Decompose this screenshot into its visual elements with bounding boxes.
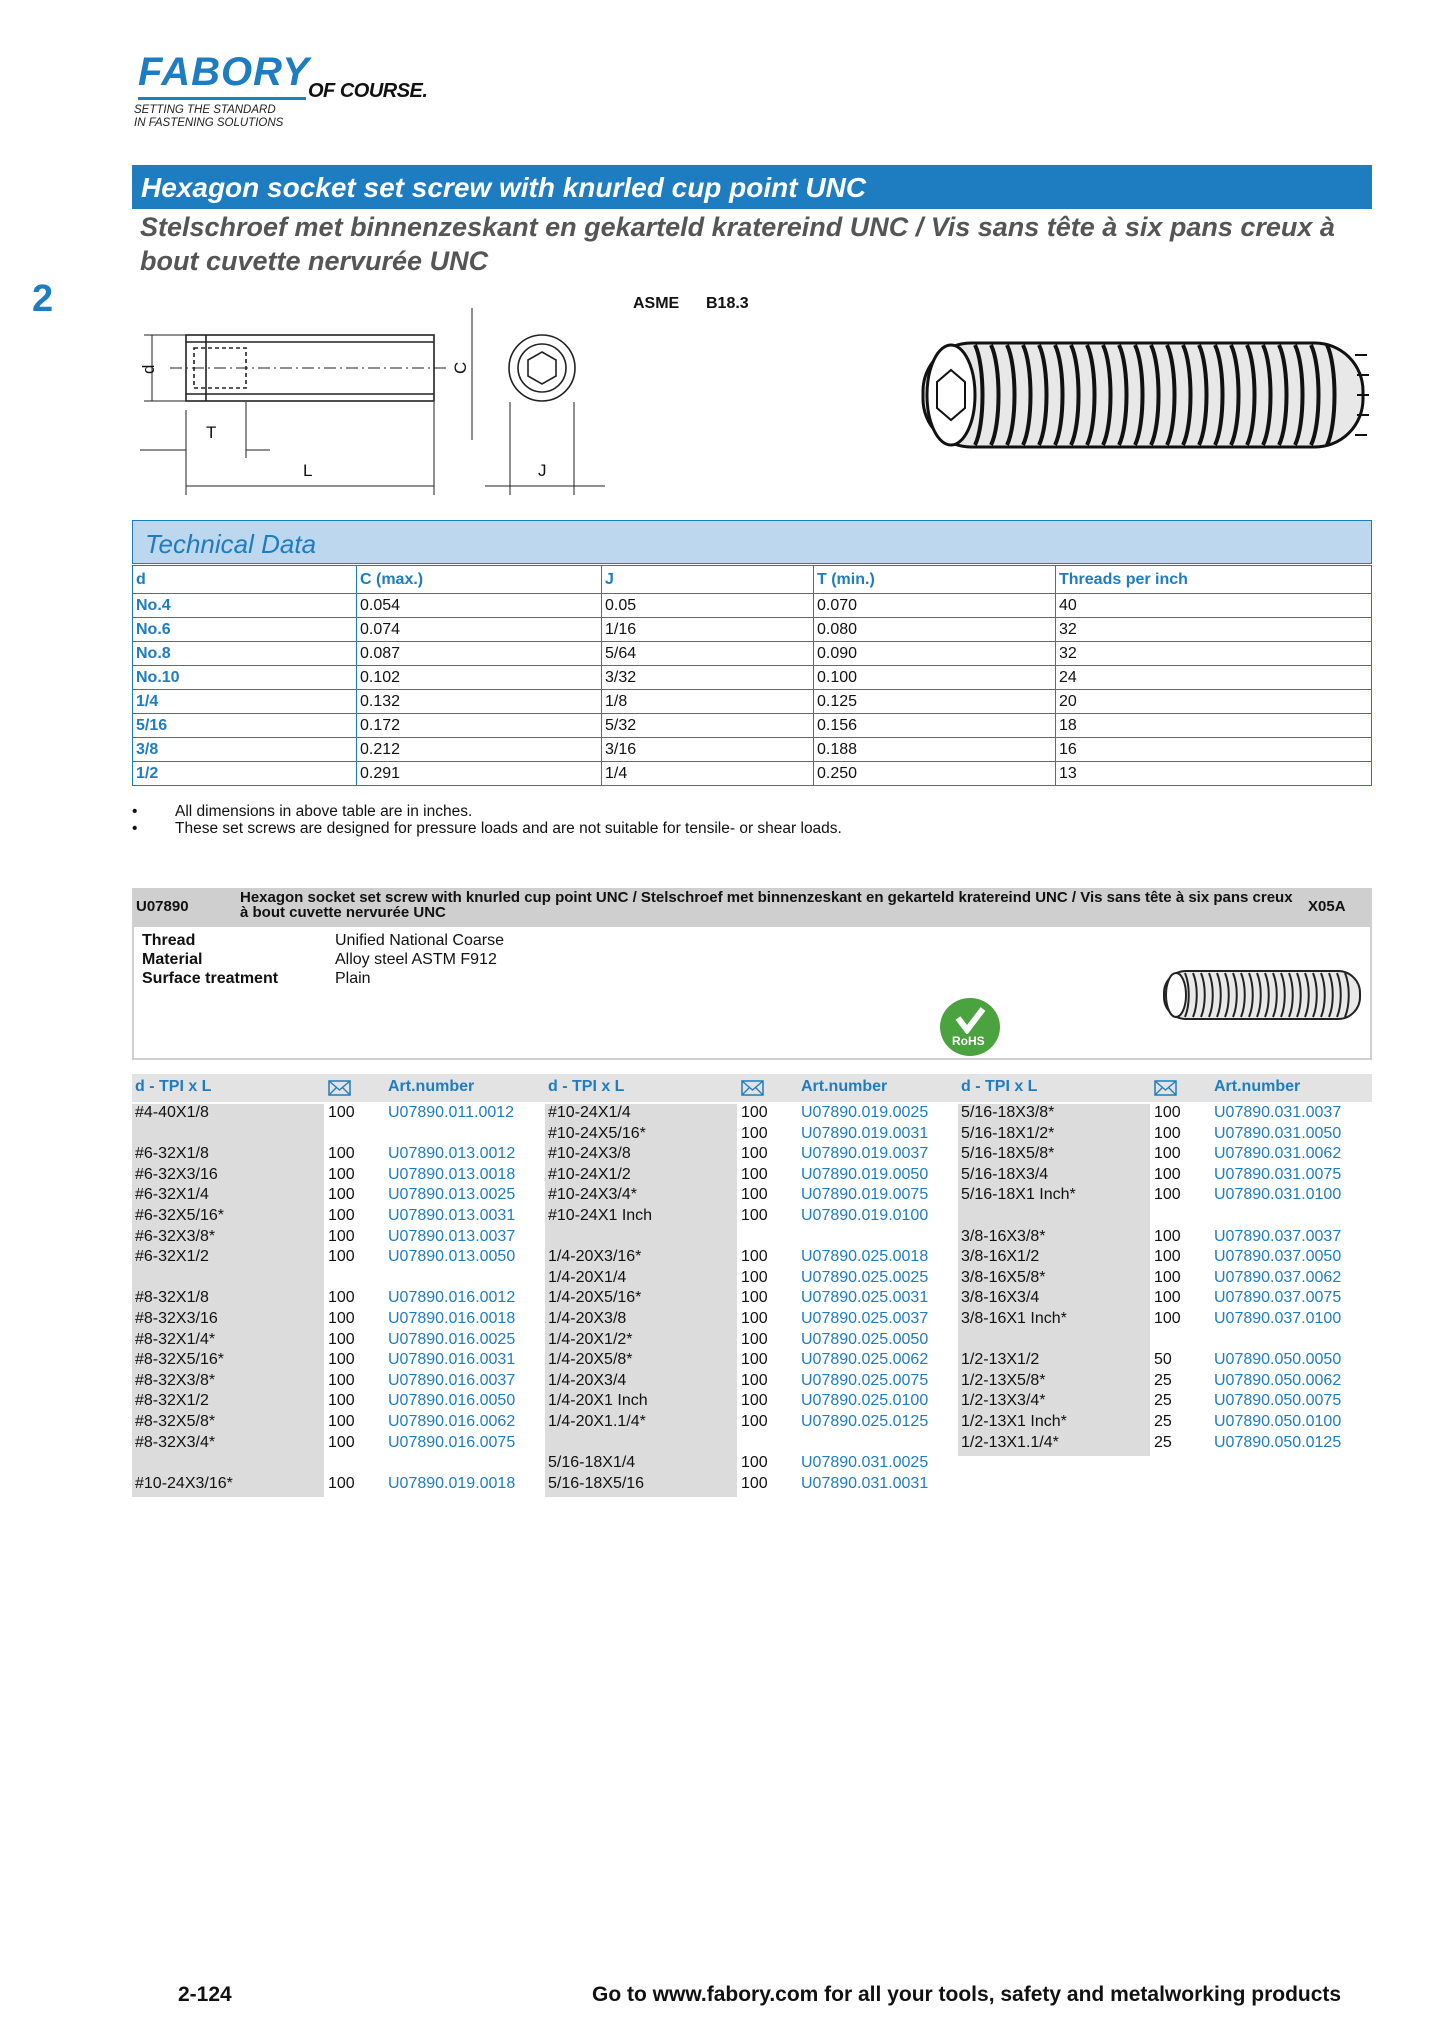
pack-quantity: 100 (1154, 1248, 1181, 1266)
pack-quantity: 100 (328, 1207, 355, 1224)
article-code: U07890 (136, 898, 189, 915)
size-spec: #8-32X5/16* (135, 1351, 224, 1369)
article-number-link[interactable]: U07890.016.0031 (388, 1351, 516, 1369)
pack-quantity: 100 (741, 1248, 768, 1266)
pack-quantity: 100 (1154, 1268, 1181, 1286)
article-number-link[interactable]: U07890.019.0025 (801, 1104, 929, 1121)
pack-quantity: 100 (741, 1104, 768, 1121)
col-header-tpi: Threads per inch (1056, 566, 1372, 594)
pack-quantity: 100 (741, 1351, 768, 1369)
article-group: X05A (1308, 898, 1346, 915)
table-cell: 0.250 (814, 762, 1056, 786)
pack-quantity: 100 (741, 1165, 768, 1183)
product-photo (915, 325, 1375, 465)
size-spec: 3/8-16X1/2 (961, 1248, 1040, 1266)
pack-quantity: 100 (328, 1248, 355, 1266)
col-header-d: d (133, 566, 357, 594)
size-spec: 5/16-18X3/4 (961, 1165, 1049, 1183)
size-spec: #8-32X3/8* (135, 1371, 216, 1389)
article-description: Hexagon socket set screw with knurled cup point UNC / Stelschroef met binnenzeskant en gekarteld kratereind UNC / Vis sans tête à six pans creux à bout cuvette nervurée UNC (240, 889, 1293, 921)
size-spec: 3/8-16X5/8* (961, 1268, 1046, 1286)
pack-quantity: 100 (741, 1371, 768, 1389)
article-number-link[interactable]: U07890.050.0100 (1214, 1413, 1342, 1430)
pack-quantity: 25 (1154, 1371, 1172, 1389)
article-number-link[interactable]: U07890.031.0025 (801, 1454, 929, 1472)
pack-quantity: 100 (741, 1330, 768, 1348)
article-number-link[interactable]: U07890.025.0062 (801, 1351, 929, 1369)
standard-code: B18.3 (706, 295, 749, 312)
size-spec: 1/4-20X3/16* (548, 1248, 642, 1266)
article-number-link[interactable]: U07890.013.0012 (388, 1145, 516, 1163)
grid-header-size: d - TPI x L (548, 1078, 625, 1095)
size-spec: 1/4-20X1.1/4* (548, 1413, 646, 1430)
size-spec: #6-32X1/2 (135, 1248, 209, 1266)
size-spec: #6-32X1/8 (135, 1145, 209, 1163)
section-number: 2 (32, 278, 54, 320)
table-cell: 16 (1056, 738, 1372, 762)
size-spec: 5/16-18X5/8* (961, 1145, 1055, 1163)
size-spec: 1/4-20X3/4 (548, 1371, 627, 1389)
checkmark-icon (954, 1006, 986, 1034)
size-spec: 1/4-20X1/4 (548, 1268, 627, 1286)
table-cell: 40 (1056, 594, 1372, 618)
pack-quantity: 100 (741, 1186, 768, 1204)
table-cell: 0.054 (357, 594, 602, 618)
logo-tagline: OF COURSE. (308, 80, 428, 102)
pack-quantity: 50 (1154, 1351, 1172, 1369)
pack-quantity: 100 (328, 1351, 355, 1369)
table-cell: No.10 (133, 666, 357, 690)
size-spec: #10-24X1 Inch (548, 1207, 653, 1224)
table-row (133, 690, 1372, 714)
logo-subline (134, 104, 283, 130)
spec-value-material: Alloy steel ASTM F912 (335, 951, 497, 968)
table-cell: 0.188 (814, 738, 1056, 762)
product-thumbnail (1160, 965, 1365, 1025)
table-cell: 24 (1056, 666, 1372, 690)
table-cell: 0.212 (357, 738, 602, 762)
pack-quantity: 100 (328, 1392, 355, 1410)
pack-quantity: 100 (741, 1145, 768, 1163)
size-spec: #10-24X3/4* (548, 1186, 637, 1204)
article-number-link[interactable]: U07890.016.0062 (388, 1413, 516, 1430)
article-number-link[interactable]: U07890.019.0018 (388, 1474, 516, 1492)
pack-quantity: 25 (1154, 1392, 1172, 1410)
pack-quantity: 100 (1154, 1227, 1181, 1245)
article-number-link[interactable]: U07890.037.0050 (1214, 1248, 1342, 1266)
table-cell: 3/8 (133, 738, 357, 762)
article-number-link[interactable]: U07890.031.0037 (1214, 1104, 1342, 1121)
size-spec: #6-32X3/8* (135, 1227, 216, 1245)
article-number-link[interactable]: U07890.031.0075 (1214, 1165, 1342, 1183)
pack-quantity: 100 (1154, 1124, 1181, 1142)
table-row (133, 714, 1372, 738)
pack-quantity: 25 (1154, 1413, 1172, 1430)
note-2: These set screws are designed for pressure loads and are not suitable for tensile- or shear loads. (175, 820, 842, 837)
dim-label-j: J (538, 461, 547, 480)
size-spec: #10-24X5/16* (548, 1124, 646, 1142)
size-spec: #6-32X1/4 (135, 1186, 209, 1204)
table-cell: 1/16 (602, 618, 814, 642)
dim-label-c: C (451, 361, 470, 374)
col-header-c: C (max.) (357, 566, 602, 594)
table-cell: 32 (1056, 618, 1372, 642)
pack-quantity: 100 (328, 1310, 355, 1327)
table-cell: 1/4 (602, 762, 814, 786)
table-cell: 1/2 (133, 762, 357, 786)
article-number-link[interactable]: U07890.031.0100 (1214, 1186, 1342, 1204)
table-cell: 20 (1056, 690, 1372, 714)
article-number-link[interactable]: U07890.050.0062 (1214, 1371, 1342, 1389)
pack-quantity: 100 (328, 1165, 355, 1183)
size-spec: #6-32X5/16* (135, 1207, 224, 1224)
size-spec: #8-32X5/8* (135, 1413, 216, 1430)
grid-header-artnumber: Art.number (801, 1078, 888, 1095)
pack-quantity: 100 (741, 1207, 768, 1224)
table-row (133, 762, 1372, 786)
article-number-link[interactable]: U07890.037.0062 (1214, 1268, 1342, 1286)
size-spec: #10-24X3/8 (548, 1145, 631, 1163)
article-number-link[interactable]: U07890.025.0037 (801, 1310, 929, 1327)
dim-label-t: T (206, 423, 217, 442)
article-number-link[interactable]: U07890.025.0018 (801, 1248, 929, 1266)
col-header-j: J (602, 566, 814, 594)
col-header-t: T (min.) (814, 566, 1056, 594)
grid-header-size: d - TPI x L (961, 1078, 1038, 1095)
size-spec: 3/8-16X3/8* (961, 1227, 1046, 1245)
size-spec: 1/2-13X3/4* (961, 1392, 1046, 1410)
size-spec: #10-24X1/4 (548, 1104, 631, 1121)
note-bullet: • (132, 803, 138, 820)
pack-quantity: 100 (1154, 1165, 1181, 1183)
pack-quantity: 100 (741, 1289, 768, 1307)
size-spec: 5/16-18X1/4 (548, 1454, 636, 1472)
logo-brand: FABORY (138, 50, 310, 94)
table-cell: 0.074 (357, 618, 602, 642)
size-spec: 1/4-20X1/2* (548, 1330, 633, 1348)
pack-quantity: 100 (741, 1392, 768, 1410)
article-number-link[interactable]: U07890.019.0031 (801, 1124, 929, 1142)
table-row (133, 594, 1372, 618)
size-spec: 1/4-20X3/8 (548, 1310, 627, 1327)
table-cell: 5/32 (602, 714, 814, 738)
article-number-link[interactable]: U07890.025.0031 (801, 1289, 929, 1307)
pack-quantity: 100 (328, 1413, 355, 1430)
article-number-link[interactable]: U07890.016.0025 (388, 1330, 516, 1348)
table-cell: 0.05 (602, 594, 814, 618)
article-number-link[interactable]: U07890.016.0050 (388, 1392, 516, 1410)
article-number-link[interactable]: U07890.016.0012 (388, 1289, 516, 1307)
package-quantity-icon (741, 1079, 765, 1097)
pack-quantity: 100 (328, 1474, 355, 1492)
article-number-link[interactable]: U07890.050.0050 (1214, 1351, 1342, 1369)
size-spec: #8-32X1/8 (135, 1289, 209, 1307)
size-spec: 1/2-13X5/8* (961, 1371, 1046, 1389)
size-spec: 5/16-18X5/16 (548, 1474, 645, 1492)
size-spec: #8-32X1/4* (135, 1330, 216, 1348)
table-cell: 0.125 (814, 690, 1056, 714)
dim-label-d: d (139, 364, 158, 374)
article-number-link[interactable]: U07890.019.0075 (801, 1186, 929, 1204)
table-cell: 13 (1056, 762, 1372, 786)
size-spec: #6-32X3/16 (135, 1165, 218, 1183)
rohs-badge (940, 998, 1000, 1056)
size-spec: 1/2-13X1.1/4* (961, 1433, 1059, 1451)
article-number-link[interactable]: U07890.011.0012 (388, 1104, 515, 1121)
table-cell: 3/16 (602, 738, 814, 762)
article-number-link[interactable]: U07890.025.0025 (801, 1268, 929, 1286)
page-title: Hexagon socket set screw with knurled cup point UNC (141, 172, 867, 203)
article-number-link[interactable]: U07890.019.0037 (801, 1145, 929, 1163)
article-number-link[interactable]: U07890.013.0037 (388, 1227, 516, 1245)
article-number-link[interactable]: U07890.025.0075 (801, 1371, 929, 1389)
pack-quantity: 100 (741, 1413, 768, 1430)
pack-quantity: 100 (328, 1433, 355, 1451)
article-number-link[interactable]: U07890.050.0125 (1214, 1433, 1342, 1451)
table-cell: 5/16 (133, 714, 357, 738)
article-number-link[interactable]: U07890.031.0062 (1214, 1145, 1342, 1163)
pack-quantity: 25 (1154, 1433, 1172, 1451)
article-number-link[interactable]: U07890.013.0018 (388, 1165, 516, 1183)
title-bar (132, 165, 1372, 209)
table-cell: 1/8 (602, 690, 814, 714)
standard-org: ASME (633, 295, 680, 312)
dim-label-l: L (303, 461, 313, 480)
article-number-link[interactable]: U07890.013.0031 (388, 1207, 516, 1224)
article-number-link[interactable]: U07890.016.0018 (388, 1310, 516, 1327)
pack-quantity: 100 (1154, 1310, 1181, 1327)
pack-quantity: 100 (741, 1454, 768, 1472)
table-cell: No.4 (133, 594, 357, 618)
size-spec: 3/8-16X3/4 (961, 1289, 1040, 1307)
note-1: All dimensions in above table are in inches. (175, 803, 473, 820)
article-number-link[interactable]: U07890.025.0100 (801, 1392, 929, 1410)
footer-text: Go to www.fabory.com for all your tools, safety and metalworking products (592, 1983, 1342, 2006)
table-cell: 0.087 (357, 642, 602, 666)
spec-label-surface: Surface treatment (142, 970, 279, 987)
size-spec: 1/2-13X1/2 (961, 1351, 1040, 1369)
article-number-link[interactable]: U07890.013.0050 (388, 1248, 516, 1266)
table-cell: No.8 (133, 642, 357, 666)
size-spec: 3/8-16X1 Inch* (961, 1310, 1067, 1327)
pack-quantity: 100 (741, 1124, 768, 1142)
package-quantity-icon (1154, 1079, 1178, 1097)
technical-drawing (130, 290, 620, 500)
size-spec: 1/4-20X5/16* (548, 1289, 642, 1307)
pack-quantity: 100 (328, 1227, 355, 1245)
page-number: 2-124 (178, 1983, 232, 2006)
size-spec: #8-32X1/2 (135, 1392, 209, 1410)
pack-quantity: 100 (328, 1330, 355, 1348)
table-cell: 0.172 (357, 714, 602, 738)
article-number-link[interactable]: U07890.037.0037 (1214, 1227, 1342, 1245)
table-row (133, 738, 1372, 762)
size-spec: 1/2-13X1 Inch* (961, 1413, 1067, 1430)
table-cell: 0.100 (814, 666, 1056, 690)
table-cell: 32 (1056, 642, 1372, 666)
technical-data-header (132, 520, 1372, 564)
grid-header-size: d - TPI x L (135, 1078, 212, 1095)
article-number-link[interactable]: U07890.037.0100 (1214, 1310, 1342, 1327)
pack-quantity: 100 (1154, 1186, 1181, 1204)
pack-quantity: 100 (741, 1474, 768, 1492)
size-spec: 5/16-18X1 Inch* (961, 1186, 1076, 1204)
pack-quantity: 100 (1154, 1104, 1181, 1121)
spec-label-thread: Thread (142, 932, 196, 949)
table-cell: 0.070 (814, 594, 1056, 618)
note-bullet: • (132, 820, 138, 837)
logo-subline-1: SETTING THE STANDARD (134, 104, 276, 116)
spec-label-material: Material (142, 951, 203, 968)
table-row (133, 666, 1372, 690)
technical-data-table (132, 565, 1372, 786)
article-number-link[interactable]: U07890.031.0050 (1214, 1124, 1342, 1142)
pack-quantity: 100 (328, 1186, 355, 1204)
logo-subline-2: IN FASTENING SOLUTIONS (134, 117, 284, 129)
size-spec: #8-32X3/16 (135, 1310, 218, 1327)
table-cell: 0.291 (357, 762, 602, 786)
package-quantity-icon (328, 1079, 352, 1097)
table-row (133, 642, 1372, 666)
size-spec: 5/16-18X1/2* (961, 1124, 1055, 1142)
article-number-link[interactable]: U07890.025.0050 (801, 1330, 929, 1348)
pack-quantity: 100 (328, 1104, 355, 1121)
size-spec: 1/4-20X1 Inch (548, 1392, 648, 1410)
size-spec: #10-24X1/2 (548, 1165, 631, 1183)
article-number-link[interactable]: U07890.050.0075 (1214, 1392, 1342, 1410)
article-number-link[interactable]: U07890.025.0125 (801, 1413, 929, 1430)
size-spec: 1/4-20X5/8* (548, 1351, 633, 1369)
article-number-link[interactable]: U07890.016.0037 (388, 1371, 516, 1389)
article-number-link[interactable]: U07890.013.0025 (388, 1186, 516, 1204)
grid-header-artnumber: Art.number (1214, 1078, 1301, 1095)
size-spec: #4-40X1/8 (135, 1104, 209, 1121)
article-number-link[interactable]: U07890.019.0100 (801, 1207, 929, 1224)
spec-value-surface: Plain (335, 970, 371, 987)
size-spec: #10-24X3/16* (135, 1474, 233, 1492)
article-number-link[interactable]: U07890.031.0031 (801, 1474, 929, 1492)
table-header-row (133, 566, 1372, 594)
spec-value-thread: Unified National Coarse (335, 932, 504, 949)
table-cell: 3/32 (602, 666, 814, 690)
page-subtitle: Stelschroef met binnenzeskant en gekarteld kratereind UNC / Vis sans tête à six pans creux à bout cuvette nervurée UNC (140, 212, 1335, 276)
table-cell: 0.102 (357, 666, 602, 690)
table-cell: 0.132 (357, 690, 602, 714)
table-cell: 0.156 (814, 714, 1056, 738)
pack-quantity: 100 (741, 1310, 768, 1327)
size-spec: #8-32X3/4* (135, 1433, 216, 1451)
table-row (133, 618, 1372, 642)
table-cell: 0.090 (814, 642, 1056, 666)
size-spec: 5/16-18X3/8* (961, 1104, 1055, 1121)
article-number-link[interactable]: U07890.037.0075 (1214, 1289, 1342, 1307)
table-cell: 18 (1056, 714, 1372, 738)
article-number-link[interactable]: U07890.016.0075 (388, 1433, 516, 1451)
pack-quantity: 100 (1154, 1289, 1181, 1307)
pack-quantity: 100 (741, 1268, 768, 1286)
table-cell: 1/4 (133, 690, 357, 714)
logo-underline (138, 97, 306, 100)
technical-data-title: Technical Data (145, 529, 317, 559)
grid-header-artnumber: Art.number (388, 1078, 475, 1095)
pack-quantity: 100 (328, 1289, 355, 1307)
pack-quantity: 100 (1154, 1145, 1181, 1163)
table-cell: 5/64 (602, 642, 814, 666)
table-cell: 0.080 (814, 618, 1056, 642)
table-cell: No.6 (133, 618, 357, 642)
rohs-label: RoHS (952, 1034, 985, 1048)
pack-quantity: 100 (328, 1145, 355, 1163)
pack-quantity: 100 (328, 1371, 355, 1389)
article-number-link[interactable]: U07890.019.0050 (801, 1165, 929, 1183)
